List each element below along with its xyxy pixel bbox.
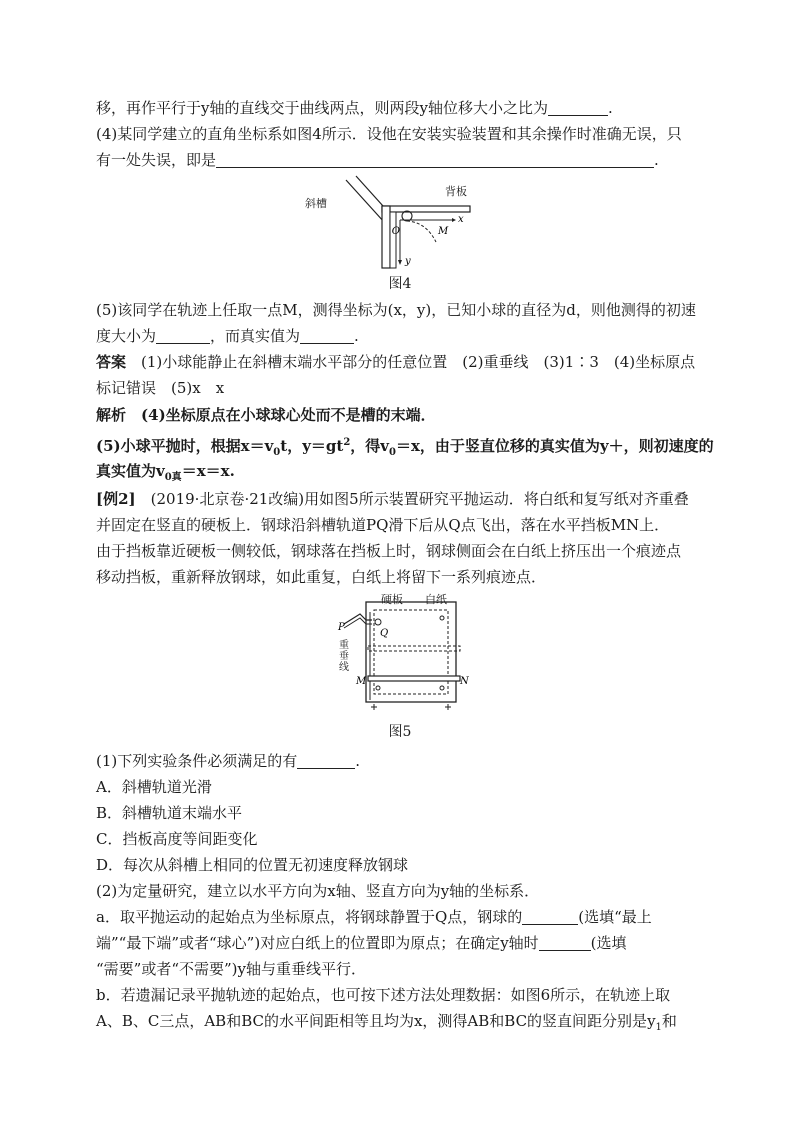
answer-blank [548, 99, 608, 116]
text-run: . [354, 327, 359, 345]
answer-blank [216, 151, 654, 168]
figure-5-diagram [330, 590, 470, 715]
axis-label-x: x [458, 214, 464, 225]
baffle-mn [368, 676, 460, 681]
text-run: a．取平抛运动的起始点为坐标原点，将钢球静置于Q点，钢球的 [96, 908, 523, 926]
analysis-line [96, 404, 676, 426]
text-run: 并固定在竖直的硬板上．钢球沿斜槽轨道PQ滑下后从Q点飞出，落在水平挡板MN上． [96, 516, 670, 534]
text-run: B．斜槽轨道末端水平 [96, 804, 243, 822]
example-label: [例2] [96, 490, 136, 508]
option-d [96, 854, 676, 876]
subscript: 0真 [164, 472, 182, 483]
example-line [96, 514, 676, 536]
text-run: (5)小球平抛时，根据x＝v [96, 437, 274, 455]
option-a [96, 776, 676, 798]
board-side [382, 206, 390, 268]
hard-board-label: 硬板 [381, 593, 403, 606]
answer-label: 答案 [96, 353, 127, 371]
text-run: A、B、C三点，AB和BC的水平间距相等且均为x，测得AB和BC的竖直间距分别是y [96, 1012, 656, 1030]
superscript: 2 [343, 437, 351, 448]
paragraph-line [96, 325, 676, 347]
text-run: 端”“最下端”或者“球心”)对应白纸上的位置即为原点；在确定y轴时 [96, 934, 539, 952]
paragraph-line [96, 149, 676, 171]
text-run: D．每次从斜槽上相同的位置无初速度释放钢球 [96, 856, 409, 874]
text-run: ＝x，由于竖直位移的真实值为y＋，则初速度的 [395, 437, 714, 455]
text-run: . [355, 752, 361, 770]
slot-label: 斜槽 [305, 197, 327, 210]
arrow-y-icon [398, 260, 402, 265]
text-run: ＝x＝x. [181, 462, 235, 480]
text-run: b．若遗漏记录平抛轨迹的起始点，也可按下述方法处理数据：如图6所示，在轨迹上取 [96, 986, 671, 1004]
point-label-m: M [356, 676, 367, 687]
text-run: (选填“最上 [578, 908, 652, 926]
analysis-line [96, 460, 676, 489]
text-run: 有一处失误，即是 [96, 151, 217, 169]
text-run: (1)小球能静止在斜槽末端水平部分的任意位置 (2)重垂线 (3)1∶3 (4)坐标原点 [141, 353, 696, 371]
question-line [96, 880, 676, 902]
text-run: “需要”或者“不需要”)y轴与重垂线平行． [96, 960, 367, 978]
board-top [382, 206, 470, 212]
text-run: ，得v [350, 437, 390, 455]
answer-line [96, 351, 696, 373]
text-run: (4)某同学建立的直角坐标系如图4所示．设他在安装实验装置和其余操作时准确无误，只 [96, 125, 682, 143]
subscript: 0 [273, 447, 281, 458]
example-line [96, 488, 689, 510]
text-run: (1)下列实验条件必须满足的有 [96, 752, 298, 770]
text-run: (4)坐标原点在小球球心处而不是槽的末端． [141, 406, 436, 424]
figure-4-caption: 图4 [388, 276, 412, 292]
text-run: (2)为定量研究，建立以水平方向为x轴、竖直方向为y轴的坐标系． [96, 882, 540, 900]
plumb-line-label: 重垂线 [339, 640, 349, 673]
answer-blank [539, 934, 591, 951]
text-run: 标记错误 (5)x x [96, 379, 225, 397]
text-run: 由于挡板靠近硬板一侧较低，钢球落在挡板上时，钢球侧面会在白纸上挤压出一个痕迹点 [96, 542, 682, 560]
point-label-p: P [338, 622, 345, 633]
question-line [96, 750, 676, 772]
subscript: 0 [389, 447, 396, 458]
text-run: (2019·北京卷·21改编)用如图5所示装置研究平抛运动．将白纸和复写纸对齐重叠 [150, 490, 689, 508]
option-b [96, 802, 676, 824]
text-run: . [607, 99, 613, 117]
question-line [96, 906, 676, 928]
paragraph-line [96, 123, 682, 145]
paragraph-line [96, 299, 696, 321]
axis-label-y: y [405, 256, 411, 267]
text-run: (5)该同学在轨迹上任取一点M，测得坐标为(x，y)，已知小球的直径为d，则他测得的初速 [96, 301, 696, 319]
board-label: 背板 [445, 185, 467, 198]
answer-blank [300, 327, 354, 344]
text-run: ，而真实值为 [210, 327, 301, 345]
example-line [96, 540, 682, 562]
question-line [96, 958, 676, 980]
question-line [96, 1010, 676, 1039]
figure-5-caption: 图5 [388, 724, 412, 740]
point-label-m: M [438, 226, 449, 237]
text-run: 移动挡板，重新释放钢球，如此重复，白纸上将留下一系列痕迹点． [96, 568, 547, 586]
text-run: 度大小为 [96, 327, 157, 345]
paper-label: 白纸 [425, 593, 447, 606]
arrow-x-icon [452, 218, 456, 222]
text-run: . [654, 151, 659, 169]
trajectory-curve [407, 221, 436, 242]
text-run: (选填 [590, 934, 627, 952]
board-strip [390, 212, 396, 268]
point-label-q: Q [380, 628, 389, 639]
option-c [96, 828, 676, 850]
text-run: 移，再作平行于y轴的直线交于曲线两点，则两段y轴位移大小之比为 [96, 99, 548, 117]
text-run: A．斜槽轨道光滑 [96, 778, 212, 796]
point-label-n: N [460, 676, 469, 687]
question-line [96, 932, 676, 954]
question-line [96, 984, 676, 1006]
answer-blank [297, 752, 355, 769]
text-run: C．挡板高度等间距变化 [96, 830, 258, 848]
answer-blank [156, 327, 210, 344]
text-run: t，y＝gt [280, 437, 344, 455]
analysis-label: 解析 [96, 406, 127, 424]
subscript: 1 [655, 1022, 662, 1033]
origin-label: O [391, 226, 400, 237]
answer-blank [522, 908, 578, 925]
answer-line [96, 377, 676, 399]
text-run: 真实值为v [96, 462, 165, 480]
paragraph-line [96, 97, 676, 119]
example-line [96, 566, 676, 588]
text-run: 和 [661, 1012, 677, 1030]
